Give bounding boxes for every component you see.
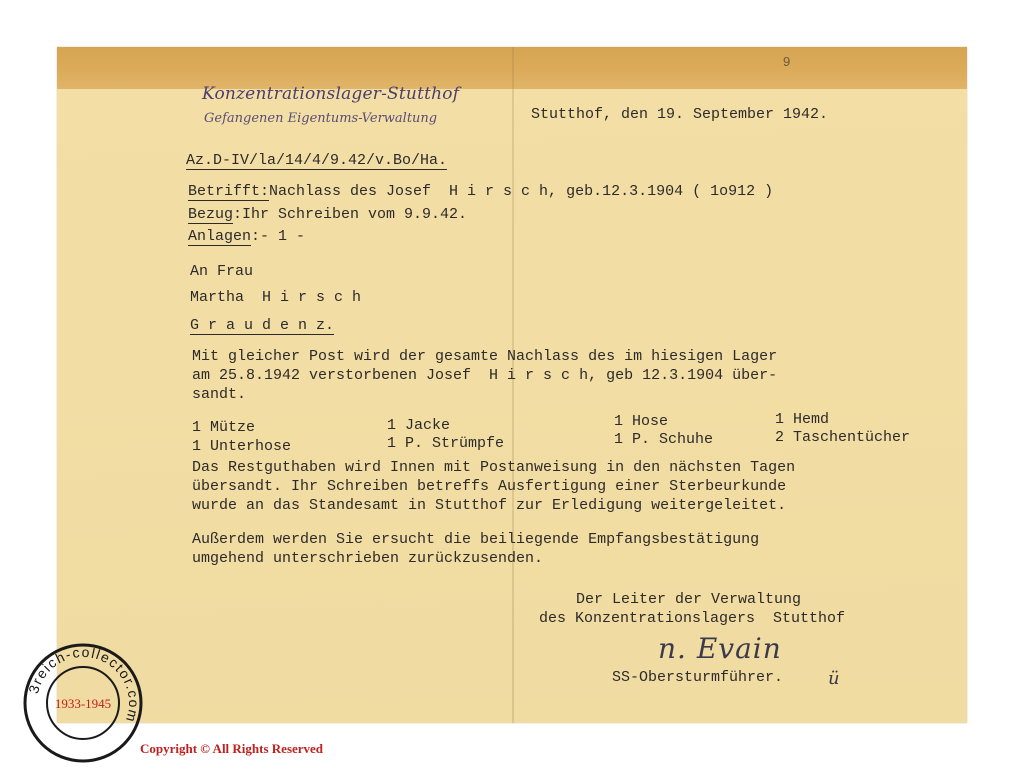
- place-date: Stutthof, den 19. September 1942.: [531, 106, 829, 123]
- reference-value: :Ihr Schreiben vom 9.9.42.: [233, 206, 468, 223]
- subject-value: Nachlass des Josef H i r s c h, geb.12.3.1904 ( 1o912 ): [269, 183, 774, 200]
- body-paragraph-2: [192, 458, 795, 515]
- attachments-label: Anlagen: [188, 228, 252, 245]
- signatory-rank: SS-Obersturmführer.: [612, 669, 784, 686]
- page-number: 9: [783, 54, 791, 69]
- recipient-name: Martha H i r s c h: [190, 289, 362, 306]
- body-line: übersandt. Ihr Schreiben betreffs Ausfertigung einer Sterbeurkunde: [192, 478, 787, 495]
- closing-title: Der Leiter der Verwaltung: [576, 591, 802, 608]
- closing-organization: des Konzentrationslagers Stutthof: [539, 610, 846, 627]
- reference-text: Az.D-IV/la/14/4/9.42/v.Bo/Ha.: [186, 152, 448, 169]
- recipient-city-text: G r a u d e n z.: [190, 317, 335, 334]
- copyright-notice: Copyright © All Rights Reserved: [140, 741, 324, 756]
- item-stockings: 1 P. Strümpfe: [387, 435, 505, 452]
- item-jacket: 1 Jacke: [387, 417, 451, 434]
- body-line: Das Restguthaben wird Innen mit Postanweisung in den nächsten Tagen: [192, 459, 796, 476]
- signature-initial: ü: [828, 668, 840, 689]
- svg-text:3reich-collector.com: [25, 644, 142, 725]
- reference-line: [188, 206, 467, 223]
- body-paragraph-1: [192, 347, 777, 404]
- attachments-value: :- 1 -: [251, 228, 306, 245]
- item-underpants: 1 Unterhose: [192, 438, 292, 455]
- item-cap: 1 Mütze: [192, 419, 256, 436]
- watermark-years: 1933-1945: [54, 696, 112, 711]
- watermark-text: 3reich-collector.com: [25, 643, 143, 726]
- body-paragraph-3: [192, 530, 759, 568]
- collector-watermark-seal: [20, 640, 146, 766]
- attachments-line: [188, 228, 305, 245]
- reference-number: [186, 152, 447, 169]
- stamp-camp-name: Konzentrationslager-Stutthof: [202, 84, 460, 104]
- item-shirt: 1 Hemd: [775, 411, 830, 428]
- handwritten-signature: n. Evain: [658, 632, 782, 665]
- stamp-department: Gefangenen Eigentums-Verwaltung: [204, 111, 438, 126]
- body-line: sandt.: [192, 386, 247, 403]
- body-line: Außerdem werden Sie ersucht die beiliegende Empfangsbestätigung: [192, 531, 760, 548]
- body-line: wurde an das Standesamt in Stutthof zur Erledigung weitergeleitet.: [192, 497, 787, 514]
- item-handkerchiefs: 2 Taschentücher: [775, 429, 911, 446]
- subject-label: Betrifft:: [188, 183, 270, 200]
- body-line: Mit gleicher Post wird der gesamte Nachlass des im hiesigen Lager: [192, 348, 778, 365]
- recipient-city: [190, 317, 334, 334]
- salutation: An Frau: [190, 263, 254, 280]
- subject-line: [188, 183, 773, 200]
- reference-label: Bezug: [188, 206, 234, 223]
- item-trousers: 1 Hose: [614, 413, 669, 430]
- body-line: am 25.8.1942 verstorbenen Josef H i r s c h, geb 12.3.1904 über-: [192, 367, 778, 384]
- item-shoes: 1 P. Schuhe: [614, 431, 714, 448]
- body-line: umgehend unterschrieben zurückzusenden.: [192, 550, 544, 567]
